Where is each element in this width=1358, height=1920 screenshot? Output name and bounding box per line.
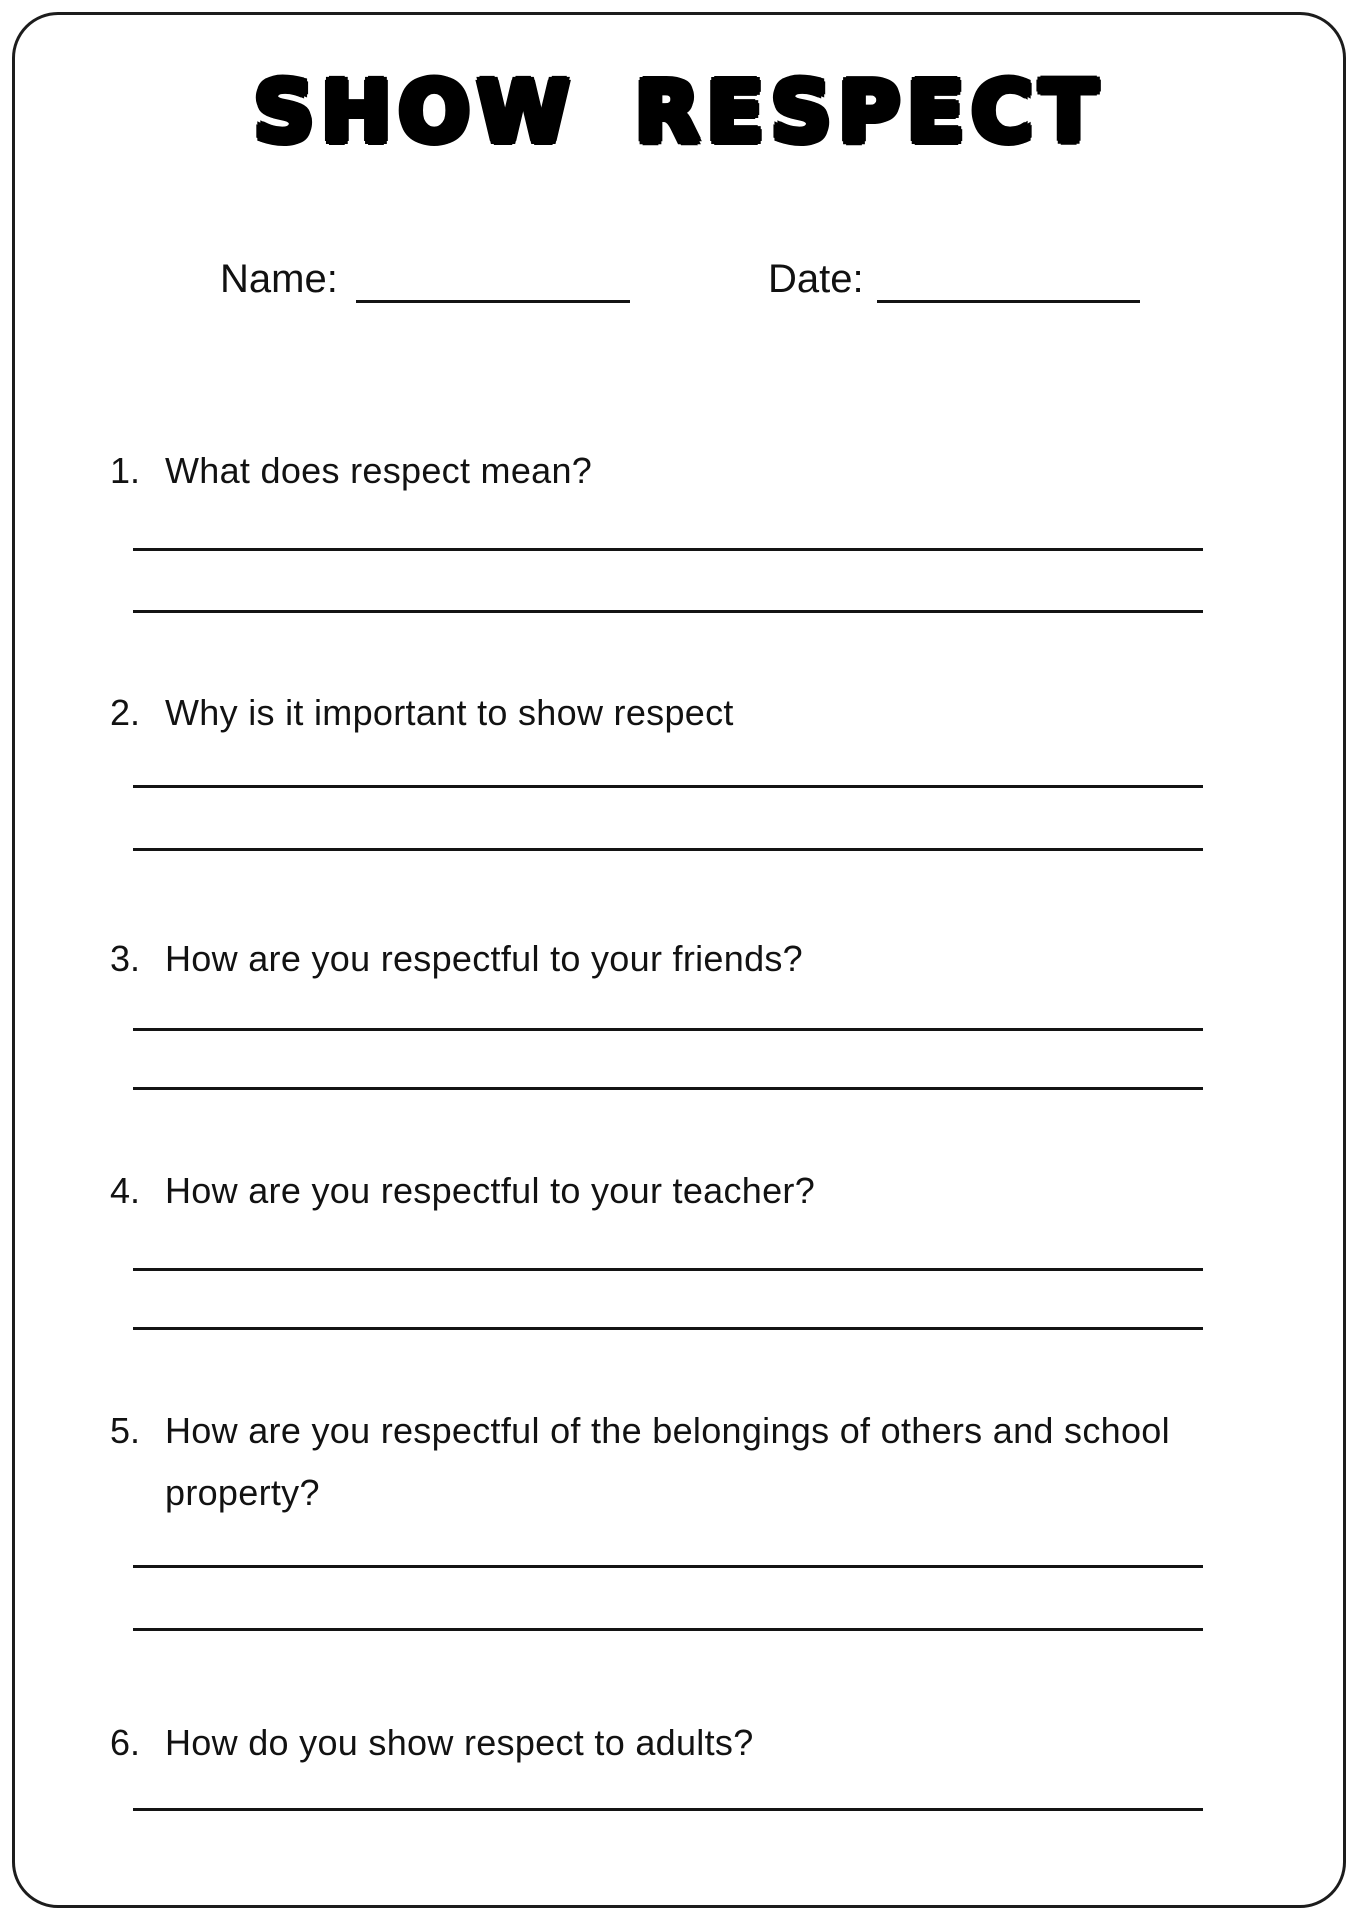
question-2 [110, 682, 1175, 744]
q3-answer-line-2[interactable] [133, 1087, 1203, 1090]
name-label: Name: [220, 257, 338, 301]
question-4-number: 4. [110, 1170, 141, 1211]
q2-answer-line-1[interactable] [133, 785, 1203, 788]
question-3-number: 3. [110, 938, 141, 979]
q1-answer-line-1[interactable] [133, 548, 1203, 551]
question-3 [110, 928, 1175, 990]
question-4-text: How are you respectful to your teacher? [165, 1170, 816, 1211]
question-6-number: 6. [110, 1722, 141, 1763]
question-2-number: 2. [110, 692, 141, 733]
question-6-text: How do you show respect to adults? [165, 1722, 754, 1763]
q3-answer-line-1[interactable] [133, 1028, 1203, 1031]
question-1 [110, 440, 1175, 502]
worksheet-title: SHOW RESPECT [253, 63, 1105, 161]
question-6 [110, 1712, 1175, 1774]
question-5-number: 5. [110, 1410, 141, 1451]
question-2-text: Why is it important to show respect [165, 692, 734, 733]
question-5-text: How are you respectful of the belongings of others and school property? [165, 1410, 1170, 1513]
date-label: Date: [768, 257, 864, 301]
q4-answer-line-2[interactable] [133, 1327, 1203, 1330]
question-4 [110, 1160, 1175, 1222]
q4-answer-line-1[interactable] [133, 1268, 1203, 1271]
date-input-line[interactable] [877, 300, 1140, 303]
q6-answer-line-1[interactable] [133, 1808, 1203, 1811]
question-1-text: What does respect mean? [165, 450, 593, 491]
question-5 [110, 1400, 1175, 1524]
name-input-line[interactable] [356, 300, 630, 303]
q1-answer-line-2[interactable] [133, 610, 1203, 613]
q5-answer-line-1[interactable] [133, 1565, 1203, 1568]
q5-answer-line-2[interactable] [133, 1628, 1203, 1631]
question-3-text: How are you respectful to your friends? [165, 938, 804, 979]
q2-answer-line-2[interactable] [133, 848, 1203, 851]
question-1-number: 1. [110, 450, 141, 491]
